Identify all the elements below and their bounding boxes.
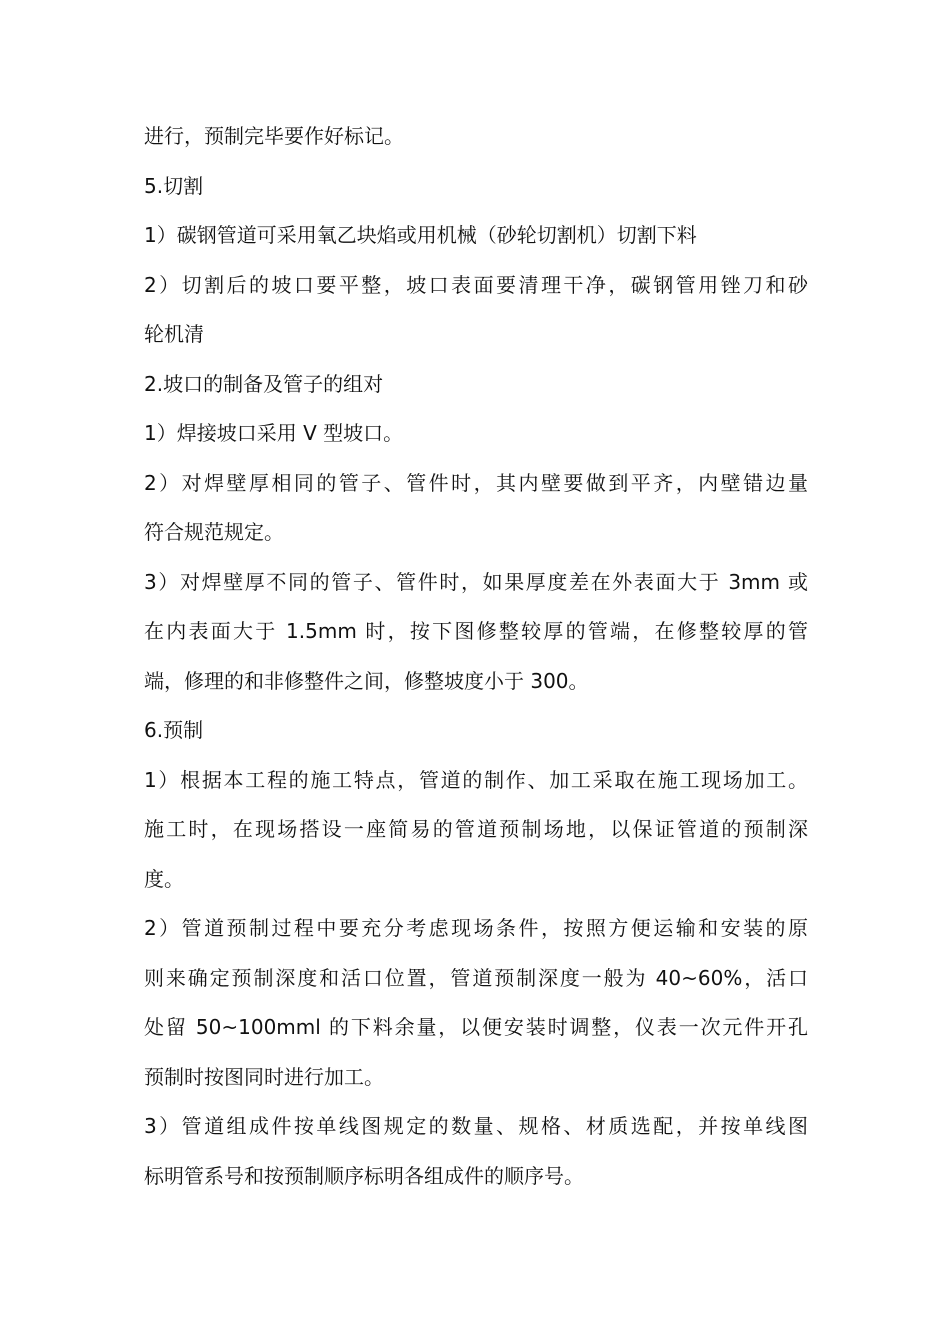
text-line: 端，修理的和非修整件之间，修整坡度小于 300。 [144,668,589,693]
text-line: 则来确定预制深度和活口位置，管道预制深度一般为 40~60%，活口 [144,965,808,990]
text-line: 2）切割后的坡口要平整，坡口表面要清理干净，碳钢管用锉刀和砂 [144,272,808,297]
text-line: 1）焊接坡口采用 V 型坡口。 [144,421,404,445]
text-line: 1）碳钢管道可采用氧乙块焰或用机械（砂轮切割机）切割下料 [144,223,697,247]
text-line: 预制时按图同时进行加工。 [144,1064,384,1089]
text-line: 在内表面大于 1.5mm 时，按下图修整较厚的管端，在修整较厚的管 [144,619,808,643]
text-line: 施工时，在现场搭设一座简易的管道预制场地，以保证管道的预制深 [144,817,808,841]
document-body [144,112,808,1201]
text-line: 3）管道组成件按单线图规定的数量、规格、材质选配，并按单线图 [144,1114,808,1138]
text-line: 3）对焊壁厚不同的管子、管件时，如果厚度差在外表面大于 3mm 或 [144,569,808,594]
text-line: 轮机清 [144,322,204,346]
text-line: 2）管道预制过程中要充分考虑现场条件，按照方便运输和安装的原 [144,916,808,940]
text-line: 5.切割 [144,173,204,198]
text-line: 2）对焊壁厚相同的管子、管件时，其内壁要做到平齐，内壁错边量 [144,470,808,495]
text-line: 6.预制 [144,718,204,742]
text-line: 进行，预制完毕要作好标记。 [144,124,404,148]
text-line: 处留 50~100mml 的下料余量，以便安装时调整，仪表一次元件开孔 [144,1015,808,1039]
text-line: 1）根据本工程的施工特点，管道的制作、加工采取在施工现场加工。 [144,767,808,792]
text-line: 符合规范规定。 [144,520,284,544]
text-line: 标明管系号和按预制顺序标明各组成件的顺序号。 [144,1163,584,1188]
text-line: 2.坡口的制备及管子的组对 [144,371,384,396]
text-line: 度。 [144,866,184,891]
